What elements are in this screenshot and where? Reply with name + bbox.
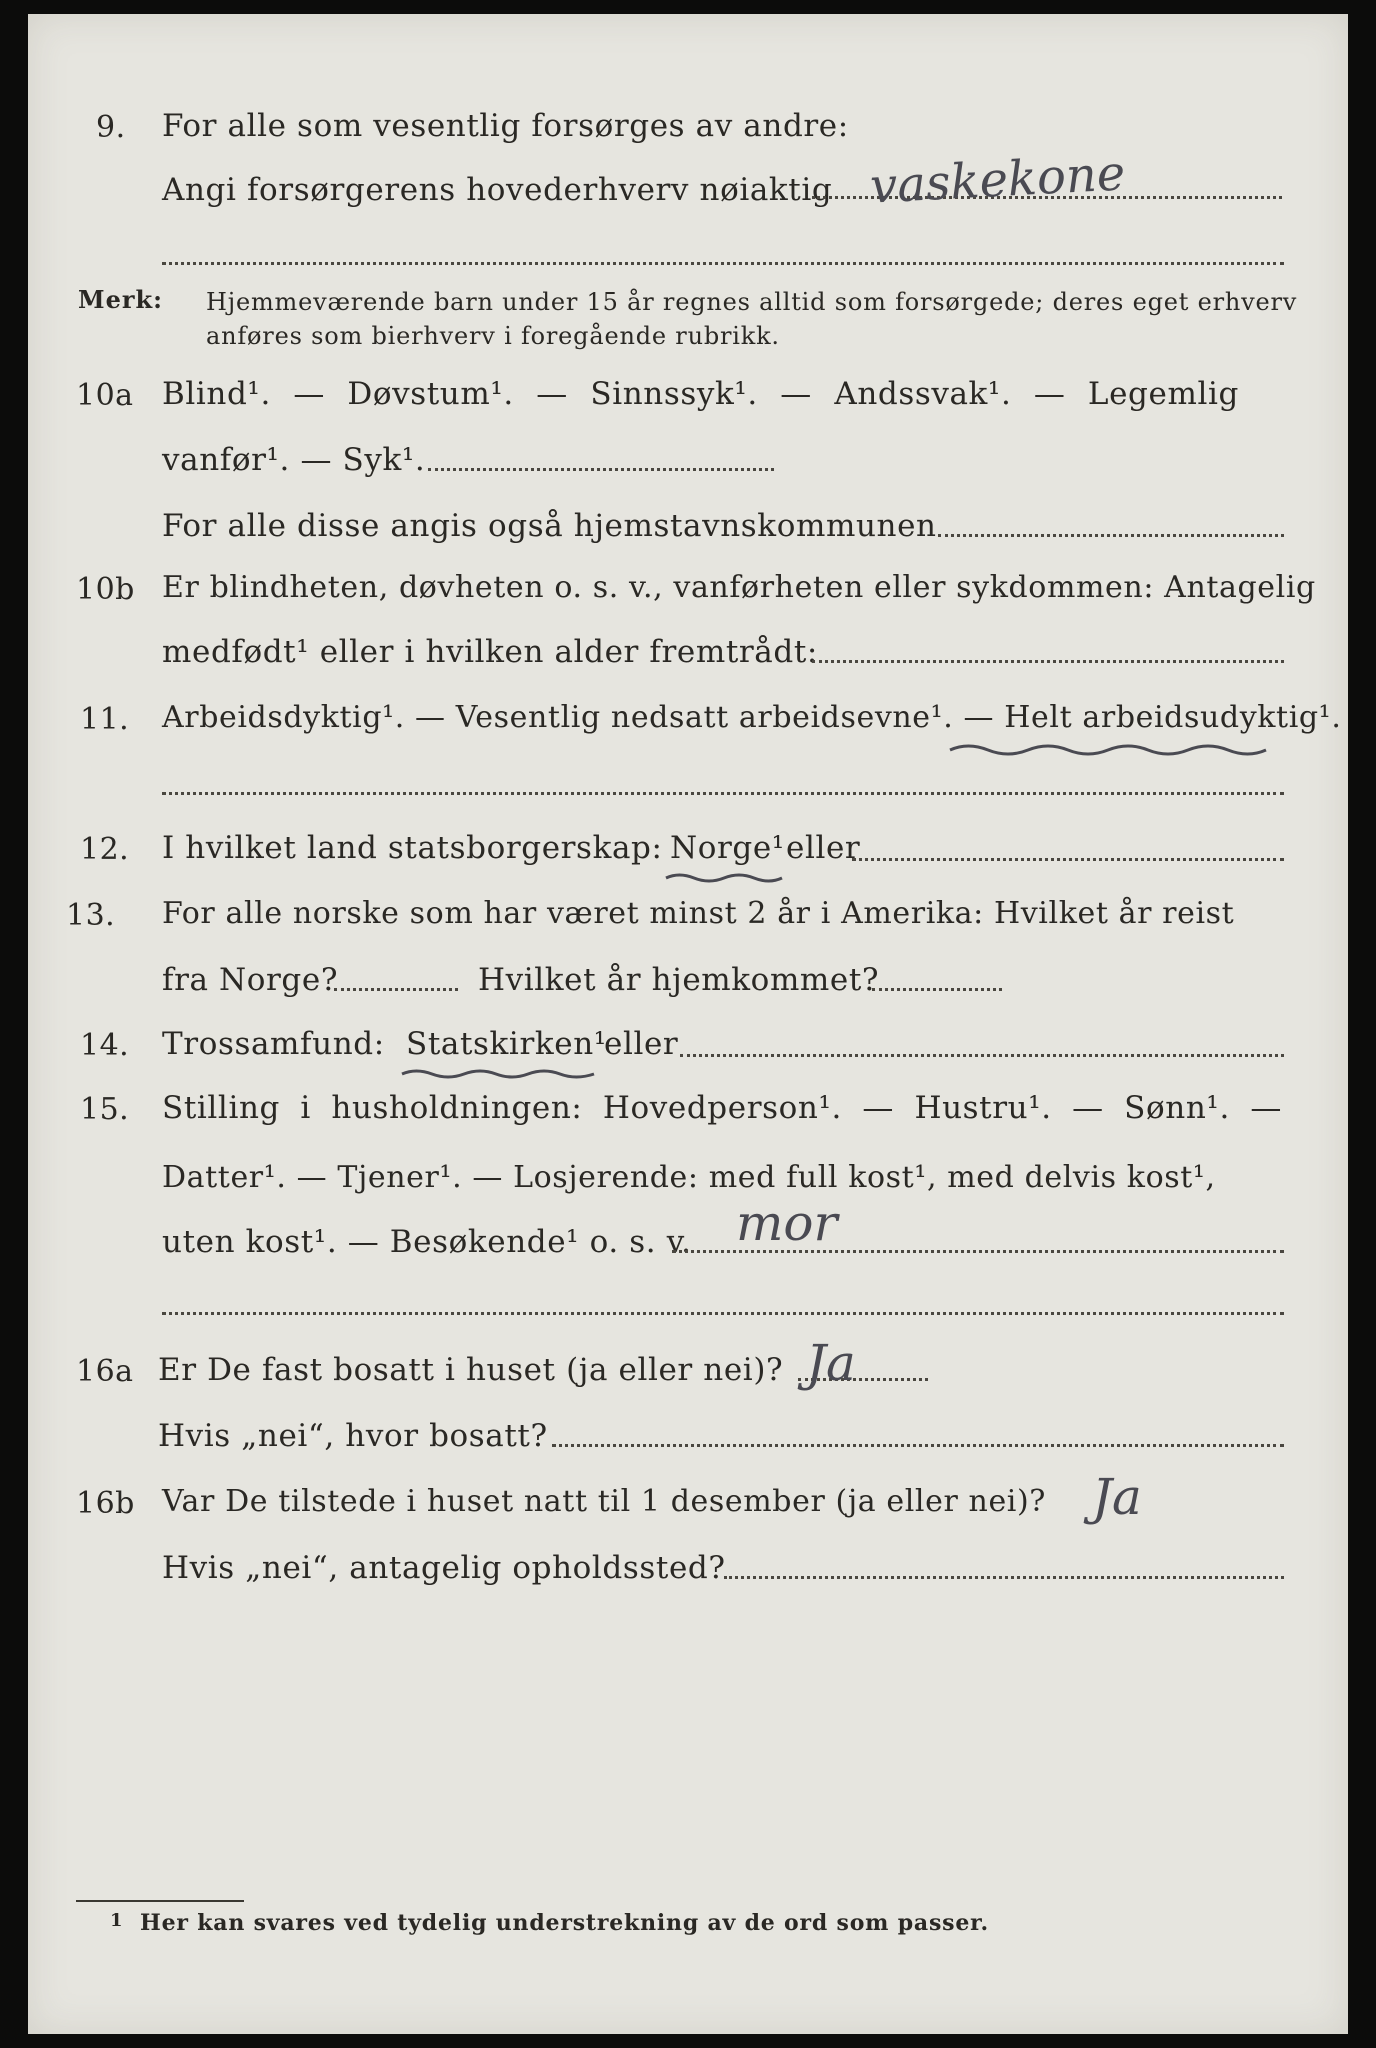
q10a-line3: For alle disse angis også hjemstavnskommunen: [162, 508, 937, 544]
q9-line2: Angi forsørgerens hovederhverv nøiaktig: [162, 172, 833, 208]
q13-number: 13.: [66, 898, 116, 933]
q13-line2b: Hvilket år hjemkommet?: [478, 962, 880, 998]
q10a-line2: vanfør¹. — Syk¹.: [162, 442, 426, 478]
q16b-number: 16b: [76, 1486, 135, 1521]
merk-line1: Hjemmeværende barn under 15 år regnes alltid som forsørgede; deres eget erhverv: [206, 288, 1298, 316]
q11-number: 11.: [80, 702, 130, 737]
q11-handwritten-underline: [948, 740, 1268, 760]
q15-continuation-line: [162, 1312, 1284, 1315]
q10b-line1: Er blindheten, døvheten o. s. v., vanførheten eller sykdommen: Antagelig: [162, 570, 1316, 605]
q12-option: Norge¹: [670, 830, 785, 866]
q13-reist-line: [334, 988, 458, 991]
q14-number: 14.: [80, 1028, 130, 1063]
q13-line1: For alle norske som har været minst 2 år i Amerika: Hvilket år reist: [162, 896, 1235, 931]
q14-answer-line: [680, 1054, 1284, 1057]
footnote-mark: 1: [110, 1910, 124, 1931]
merk-line2: anføres som bierhverv i foregående rubrikk.: [206, 322, 780, 350]
merk-label: Merk:: [78, 285, 163, 314]
q16a-number: 16a: [76, 1354, 134, 1389]
footnote-text: Her kan svares ved tydelig understrekning av de ord som passer.: [140, 1910, 989, 1936]
q16a-bosatt-line: [552, 1444, 1284, 1447]
q11-line1: Arbeidsdyktig¹. — Vesentlig nedsatt arbeidsevne¹. — Helt arbeidsudyktig¹.: [162, 700, 1342, 735]
q14-option: Statskirken¹: [406, 1026, 607, 1062]
q9-line1: For alle som vesentlig forsørges av andre:: [162, 108, 849, 144]
q16a-handwritten-answer: Ja: [806, 1334, 856, 1392]
q15-number: 15.: [80, 1092, 130, 1127]
q9-handwritten-answer: vaskekone: [868, 145, 1127, 215]
q9-number: 9.: [96, 110, 126, 145]
q9-continuation-line: [162, 262, 1284, 265]
q12-suffix: eller: [786, 830, 861, 866]
q15-line1: Stilling i husholdningen: Hovedperson¹. — Hustru¹. — Sønn¹. —: [162, 1090, 1282, 1126]
q10b-answer-line: [812, 660, 1284, 663]
q15-line2: Datter¹. — Tjener¹. — Losjerende: med full kost¹, med delvis kost¹,: [162, 1160, 1216, 1195]
q12-number: 12.: [80, 832, 130, 867]
q13-line2a: fra Norge?: [162, 962, 339, 998]
q16b-handwritten-answer: Ja: [1092, 1468, 1142, 1526]
q16b-line2: Hvis „nei“, antagelig opholdssted?: [162, 1550, 726, 1586]
q16b-line1: Var De tilstede i huset natt til 1 desember (ja eller nei)?: [162, 1484, 1046, 1519]
q15-handwritten-answer: mor: [736, 1194, 838, 1252]
q10a-line1: Blind¹. — Døvstum¹. — Sinnssyk¹. — Andssvak¹. — Legemlig: [162, 376, 1239, 412]
census-form-page: [28, 14, 1348, 2034]
footnote-separator: [76, 1900, 244, 1902]
q12-handwritten-underline: [664, 870, 784, 884]
q14-text: Trossamfund:: [162, 1026, 385, 1062]
q10b-line2: medfødt¹ eller i hvilken alder fremtrådt:: [162, 634, 818, 670]
q16a-line2: Hvis „nei“, hvor bosatt?: [158, 1418, 548, 1454]
q14-handwritten-underline: [400, 1066, 596, 1080]
q12-text: I hvilket land statsborgerskap:: [162, 830, 663, 866]
q12-answer-line: [852, 858, 1284, 861]
q14-suffix: eller: [604, 1026, 679, 1062]
q10a-number: 10a: [76, 378, 134, 413]
q11-continuation-line: [162, 792, 1284, 795]
q10b-number: 10b: [76, 572, 135, 607]
q10a-hjemstavn-line: [938, 534, 1284, 537]
q16a-line1: Er De fast bosatt i huset (ja eller nei)?: [158, 1352, 784, 1388]
q10a-answer-line: [428, 468, 774, 471]
q13-hjemkommet-line: [872, 988, 1002, 991]
q15-line3: uten kost¹. — Besøkende¹ o. s. v.: [162, 1224, 692, 1260]
q16b-opholdssted-line: [724, 1576, 1284, 1579]
